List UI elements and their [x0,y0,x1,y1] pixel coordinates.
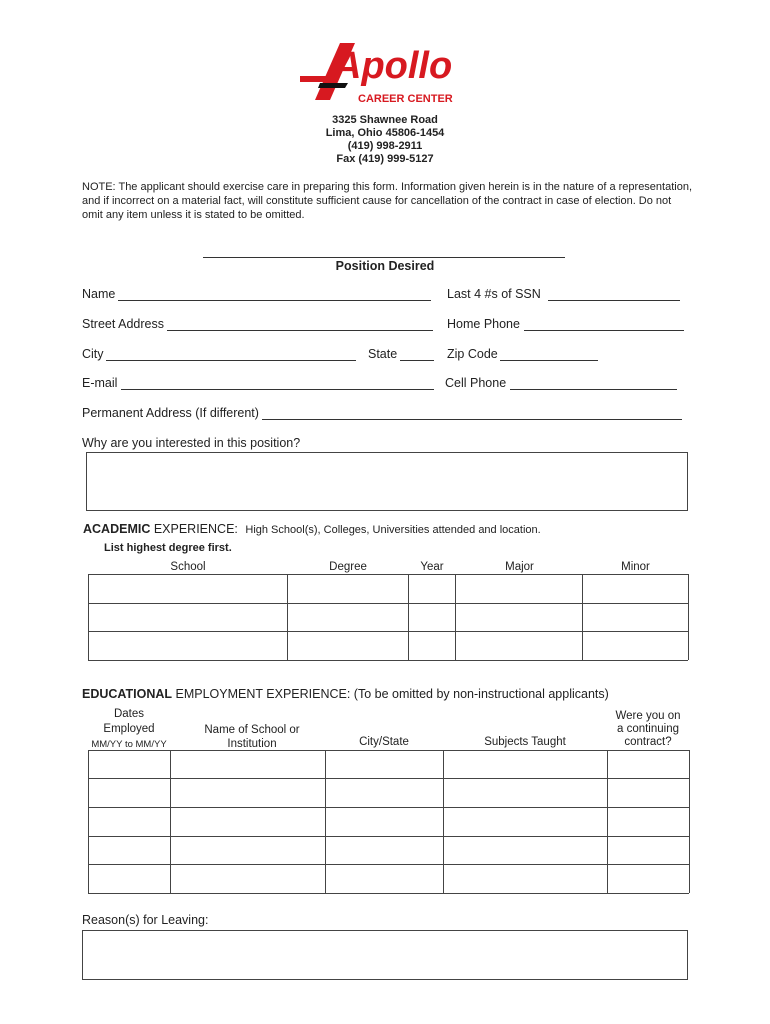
position-desired-title: Position Desired [335,259,435,273]
why-interested-textarea[interactable] [86,452,688,511]
academic-heading-rest: EXPERIENCE: [150,522,238,536]
employment-table [88,750,689,893]
col-year: Year [420,561,444,573]
academic-heading [83,522,541,536]
reasons-textarea[interactable] [82,930,688,980]
col-degree: Degree [329,561,367,573]
name-field[interactable] [118,300,431,301]
employment-heading-rest: EMPLOYMENT EXPERIENCE: (To be omitted by non-instructional applicants) [172,687,609,701]
table-row [88,807,689,808]
home-phone-field[interactable] [524,330,684,331]
col-continuing-contract [607,710,689,749]
cell-phone-field[interactable] [510,389,677,390]
zip-label: Zip Code [447,347,498,361]
col-subjects-taught: Subjects Taught [484,736,566,748]
employment-heading [82,687,609,701]
logo-subtitle: CAREER CENTER [358,93,453,105]
table-row [88,836,689,837]
street-field[interactable] [167,330,433,331]
address-line-2: Lima, Ohio 45806-1454 [325,127,445,139]
col-minor: Minor [621,561,650,573]
email-label: E-mail [82,376,118,390]
reasons-label: Reason(s) for Leaving: [82,913,209,927]
permanent-address-label: Permanent Address (If different) [82,406,259,420]
col-school-name [172,723,332,751]
zip-field[interactable] [500,360,598,361]
table-row [88,893,689,894]
table-row [88,864,689,865]
col-dates-employed [88,707,170,752]
academic-table [88,574,688,660]
academic-description: High School(s), Colleges, Universities attended and location. [245,524,541,536]
col-school: School [170,561,206,573]
col-dates-line-1: Dates [113,708,145,720]
home-phone-label: Home Phone [447,317,520,331]
state-field[interactable] [400,360,434,361]
col-school-line-1: Name of School or [204,724,300,736]
col-dates-line-3: MM/YY to MM/YY [91,739,167,750]
table-row [88,778,689,779]
ssn-label: Last 4 #s of SSN [447,287,541,301]
table-row [88,631,688,632]
city-label: City [82,347,104,361]
apollo-logo [300,38,470,110]
table-row [88,603,688,604]
logo-wordmark: Apollo [334,45,453,87]
cell-phone-label: Cell Phone [445,376,507,390]
academic-note: List highest degree first. [104,542,232,554]
col-dates-line-2: Employed [103,723,155,735]
applicant-note: NOTE: The applicant should exercise care in preparing this form. Information given herein is in the nature of a representation, and if incorrect on a material fact, will constitute sufficient cause for cancellation of the contract in case of election. Do not omit any item unless it is stated to be omitted. [82,181,693,221]
employment-heading-bold: EDUCATIONAL [82,687,173,701]
address-line-3: (419) 998-2911 [347,140,423,152]
col-cont-line-3: contract? [624,736,672,748]
state-label: State [368,347,398,361]
ssn-field[interactable] [548,300,680,301]
name-label: Name [82,287,116,301]
col-city-state: City/State [359,736,409,748]
city-field[interactable] [106,360,356,361]
street-label: Street Address [82,317,164,331]
academic-heading-bold: ACADEMIC [83,522,151,536]
permanent-address-field[interactable] [262,419,682,420]
why-interested-label: Why are you interested in this position? [82,436,301,450]
table-row [88,660,688,661]
col-school-line-2: Institution [227,738,277,750]
email-field[interactable] [121,389,434,390]
address-line-4: Fax (419) 999-5127 [336,153,434,165]
col-cont-line-1: Were you on [615,710,681,722]
position-desired-line[interactable] [203,257,565,258]
address-line-1: 3325 Shawnee Road [332,114,438,126]
col-cont-line-2: a continuing [616,723,680,735]
col-major: Major [505,561,534,573]
